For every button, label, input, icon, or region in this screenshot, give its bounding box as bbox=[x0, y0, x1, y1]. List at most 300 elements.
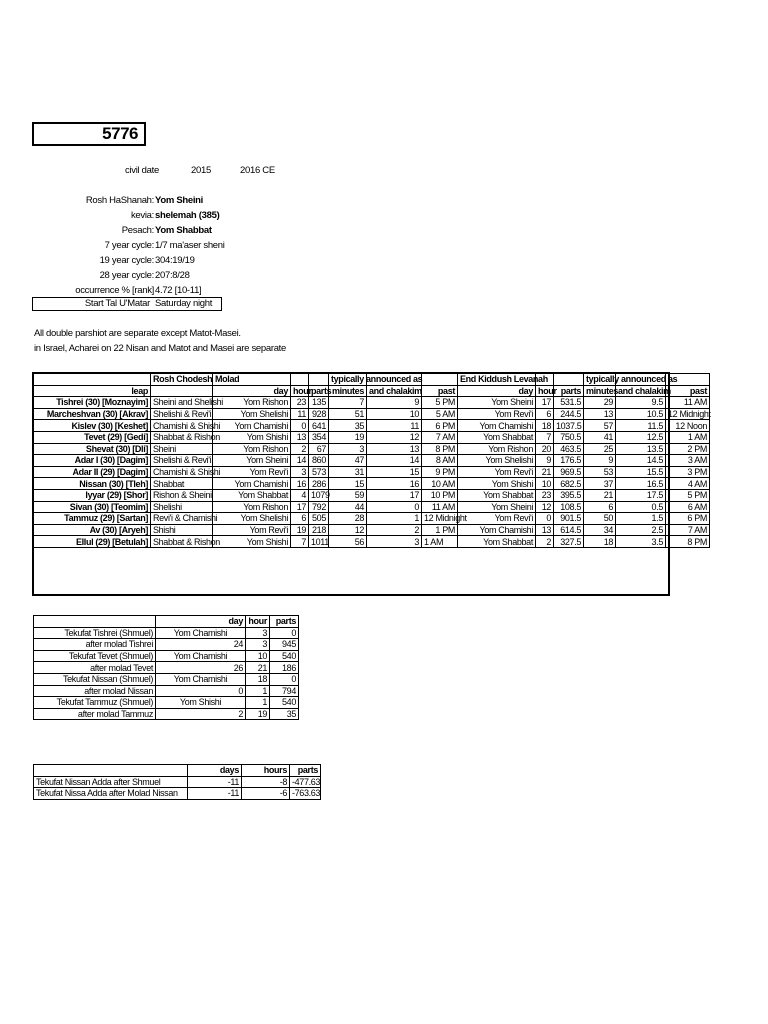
info-label: 19 year cycle: bbox=[99, 255, 154, 266]
info-row bbox=[32, 195, 252, 210]
month-name: Adar II (29) [Dagim] bbox=[34, 466, 151, 478]
month-cell: 16 bbox=[367, 478, 422, 490]
tekufah-cell: 2 bbox=[156, 708, 246, 720]
month-cell: 17 bbox=[291, 501, 309, 513]
column-header bbox=[34, 616, 156, 628]
tekufah-cell: 0 bbox=[270, 673, 299, 685]
month-name: Nissan (30) [Tleh] bbox=[34, 478, 151, 490]
month-cell: 7 AM bbox=[422, 431, 458, 443]
month-cell: 11 AM bbox=[666, 397, 710, 409]
month-row bbox=[34, 466, 710, 478]
month-cell: Yom Revi'i bbox=[458, 466, 536, 478]
column-header: and chalakim bbox=[367, 385, 422, 397]
month-cell: 16.5 bbox=[616, 478, 666, 490]
tekufah-label: Tekufat Nissan (Shmuel) bbox=[34, 673, 156, 685]
month-cell: 1 PM bbox=[422, 524, 458, 536]
month-cell: Revi'i & Chamishi bbox=[151, 513, 213, 525]
months-header-row-2 bbox=[34, 385, 710, 397]
month-cell: 969.5 bbox=[554, 466, 584, 478]
note-2: in Israel, Acharei on 22 Nisan and Matot and Masei are separate bbox=[34, 343, 287, 354]
info-row bbox=[32, 210, 252, 225]
column-header: past bbox=[422, 385, 458, 397]
month-cell: 47 bbox=[329, 455, 367, 467]
month-cell: 573 bbox=[309, 466, 329, 478]
info-value: Yom Shabbat bbox=[155, 225, 212, 236]
month-row bbox=[34, 431, 710, 443]
month-name: Tammuz (29) [Sartan] bbox=[34, 513, 151, 525]
column-group-header bbox=[309, 374, 329, 386]
month-name: Marcheshvan (30) [Akrav] bbox=[34, 408, 151, 420]
tekufah-cell: 540 bbox=[270, 697, 299, 709]
month-cell: 4 bbox=[291, 489, 309, 501]
month-cell: 53 bbox=[584, 466, 616, 478]
info-row bbox=[32, 225, 252, 240]
month-name: Sivan (30) [Teomim] bbox=[34, 501, 151, 513]
column-header: parts bbox=[290, 765, 321, 777]
month-row bbox=[34, 501, 710, 513]
month-cell: 15 bbox=[329, 478, 367, 490]
tekufah-row bbox=[34, 708, 299, 720]
info-value: 4.72 [10-11] bbox=[155, 285, 202, 296]
month-cell: Yom Revi'i bbox=[458, 513, 536, 525]
tekufah-cell: 1 bbox=[246, 685, 270, 697]
tal-umatar-label: Start Tal U'Matar bbox=[84, 298, 150, 309]
adda-row bbox=[34, 788, 321, 800]
tekufah-cell: 0 bbox=[156, 685, 246, 697]
month-row bbox=[34, 524, 710, 536]
tekufot-table bbox=[33, 615, 299, 720]
tekufah-cell: 186 bbox=[270, 662, 299, 674]
month-cell: 505 bbox=[309, 513, 329, 525]
month-cell: Yom Shishi bbox=[213, 536, 291, 548]
month-cell: Yom Rishon bbox=[458, 443, 536, 455]
tekufah-row bbox=[34, 639, 299, 651]
tekufah-cell: 1 bbox=[246, 697, 270, 709]
adda-cell: -8 bbox=[242, 776, 290, 788]
month-cell: 19 bbox=[291, 524, 309, 536]
month-cell: 10 bbox=[367, 408, 422, 420]
month-cell: 6 bbox=[584, 501, 616, 513]
month-cell: 21 bbox=[584, 489, 616, 501]
month-name: Tevet (29) [Gedi] bbox=[34, 431, 151, 443]
adda-row bbox=[34, 776, 321, 788]
column-header: past bbox=[666, 385, 710, 397]
column-header: day bbox=[213, 385, 291, 397]
month-cell: Chamishi & Shishi bbox=[151, 420, 213, 432]
column-header: minutes bbox=[584, 385, 616, 397]
month-cell: Yom Shabbat bbox=[458, 431, 536, 443]
month-cell: 2 bbox=[367, 524, 422, 536]
month-cell: Yom Shabbat bbox=[458, 489, 536, 501]
column-group-header: End Kiddush Levanah bbox=[458, 374, 536, 386]
month-cell: 59 bbox=[329, 489, 367, 501]
month-cell: Yom Chamishi bbox=[458, 420, 536, 432]
month-cell: 218 bbox=[309, 524, 329, 536]
month-row bbox=[34, 443, 710, 455]
tal-umatar-box bbox=[32, 297, 222, 311]
month-cell: 0.5 bbox=[616, 501, 666, 513]
info-row bbox=[32, 255, 252, 270]
tekufah-cell: 19 bbox=[246, 708, 270, 720]
tekufah-row bbox=[34, 662, 299, 674]
month-cell: 176.5 bbox=[554, 455, 584, 467]
month-cell: 0 bbox=[291, 420, 309, 432]
column-group-header: Molad bbox=[213, 374, 291, 386]
info-row bbox=[32, 270, 252, 285]
month-cell: Sheini and Shelishi bbox=[151, 397, 213, 409]
month-cell: 7 bbox=[291, 536, 309, 548]
month-cell: 12.5 bbox=[616, 431, 666, 443]
month-cell: Yom Shabbat bbox=[213, 489, 291, 501]
tekufah-cell: 945 bbox=[270, 639, 299, 651]
month-cell: 3 bbox=[367, 536, 422, 548]
month-cell: 6 bbox=[536, 408, 554, 420]
month-cell: 11 bbox=[367, 420, 422, 432]
month-name: Adar I (30) [Dagim] bbox=[34, 455, 151, 467]
year-box bbox=[32, 122, 146, 146]
column-group-header: typically announced as bbox=[329, 374, 367, 386]
month-cell: Rishon & Sheini bbox=[151, 489, 213, 501]
month-cell: 13 bbox=[291, 431, 309, 443]
month-cell: Chamishi & Shishi bbox=[151, 466, 213, 478]
tekufah-label: after molad Tevet bbox=[34, 662, 156, 674]
month-cell: 12 Midnight bbox=[666, 408, 710, 420]
month-cell: 244.5 bbox=[554, 408, 584, 420]
month-cell: Yom Shabbat bbox=[458, 536, 536, 548]
month-cell: 531.5 bbox=[554, 397, 584, 409]
info-value: 207:8/28 bbox=[155, 270, 190, 281]
month-cell: 3 bbox=[291, 466, 309, 478]
month-cell: 3 AM bbox=[666, 455, 710, 467]
tekufot-header-row bbox=[34, 616, 299, 628]
month-row bbox=[34, 397, 710, 409]
tekufah-cell: 35 bbox=[270, 708, 299, 720]
month-cell: 1011 bbox=[309, 536, 329, 548]
month-cell: 2 bbox=[536, 536, 554, 548]
month-cell: 9 bbox=[536, 455, 554, 467]
month-cell: 18 bbox=[536, 420, 554, 432]
month-cell: Yom Chamishi bbox=[213, 478, 291, 490]
column-group-header bbox=[422, 374, 458, 386]
month-cell: Yom Revi'i bbox=[213, 524, 291, 536]
month-cell: 23 bbox=[536, 489, 554, 501]
month-cell: 14 bbox=[291, 455, 309, 467]
info-label: occurrence % [rank] bbox=[75, 285, 154, 296]
info-label: 7 year cycle: bbox=[104, 240, 154, 251]
month-cell: 6 PM bbox=[666, 513, 710, 525]
adda-cell: -763.63 bbox=[290, 788, 321, 800]
month-row bbox=[34, 420, 710, 432]
info-value: shelemah (385) bbox=[155, 210, 220, 221]
month-cell: 135 bbox=[309, 397, 329, 409]
month-cell: 901.5 bbox=[554, 513, 584, 525]
month-cell: 17.5 bbox=[616, 489, 666, 501]
adda-table bbox=[33, 764, 321, 800]
month-cell: 12 bbox=[536, 501, 554, 513]
month-cell: 7 bbox=[536, 431, 554, 443]
month-cell: 9 bbox=[367, 397, 422, 409]
month-cell: Yom Rishon bbox=[213, 443, 291, 455]
month-cell: 3 bbox=[329, 443, 367, 455]
month-cell: 750.5 bbox=[554, 431, 584, 443]
month-cell: 44 bbox=[329, 501, 367, 513]
month-cell: 1 bbox=[367, 513, 422, 525]
month-cell: 3.5 bbox=[616, 536, 666, 548]
column-header: hour bbox=[536, 385, 554, 397]
column-header: minutes bbox=[329, 385, 367, 397]
column-group-header bbox=[291, 374, 309, 386]
month-cell: 614.5 bbox=[554, 524, 584, 536]
tekufah-cell: 540 bbox=[270, 650, 299, 662]
month-cell: 9 bbox=[584, 455, 616, 467]
month-cell: 354 bbox=[309, 431, 329, 443]
tekufah-label: after molad Nissan bbox=[34, 685, 156, 697]
adda-cell: -477.63 bbox=[290, 776, 321, 788]
tekufah-label: Tekufat Tishrei (Shmuel) bbox=[34, 627, 156, 639]
month-cell: 11 bbox=[291, 408, 309, 420]
month-cell: Yom Chamishi bbox=[213, 420, 291, 432]
month-cell: 17 bbox=[536, 397, 554, 409]
month-cell: 7 bbox=[329, 397, 367, 409]
info-value: Yom Sheini bbox=[155, 195, 204, 206]
month-cell: 56 bbox=[329, 536, 367, 548]
month-cell: 5 PM bbox=[422, 397, 458, 409]
tekufah-cell: Yom Chamishi bbox=[156, 627, 246, 639]
tekufah-cell: 3 bbox=[246, 627, 270, 639]
month-cell: 23 bbox=[291, 397, 309, 409]
month-cell: 1037.5 bbox=[554, 420, 584, 432]
month-cell: 12 bbox=[367, 431, 422, 443]
month-cell: 928 bbox=[309, 408, 329, 420]
month-cell: 108.5 bbox=[554, 501, 584, 513]
month-cell: 11.5 bbox=[616, 420, 666, 432]
tekufah-cell: 18 bbox=[246, 673, 270, 685]
month-cell: 10 AM bbox=[422, 478, 458, 490]
month-cell: 41 bbox=[584, 431, 616, 443]
month-cell: 10 bbox=[536, 478, 554, 490]
month-row bbox=[34, 489, 710, 501]
month-cell: Yom Chamishi bbox=[458, 524, 536, 536]
tekufah-cell: 794 bbox=[270, 685, 299, 697]
month-cell: 10 PM bbox=[422, 489, 458, 501]
month-row bbox=[34, 478, 710, 490]
month-cell: Shabbat & Rishon bbox=[151, 536, 213, 548]
month-cell: 13.5 bbox=[616, 443, 666, 455]
tekufah-cell: 10 bbox=[246, 650, 270, 662]
month-cell: 29 bbox=[584, 397, 616, 409]
month-cell: 3 PM bbox=[666, 466, 710, 478]
month-cell: 12 bbox=[329, 524, 367, 536]
tekufah-label: Tekufat Tevet (Shmuel) bbox=[34, 650, 156, 662]
month-cell: Sheini bbox=[151, 443, 213, 455]
tekufah-cell: 26 bbox=[156, 662, 246, 674]
month-cell: 51 bbox=[329, 408, 367, 420]
month-cell: 67 bbox=[309, 443, 329, 455]
month-cell: 1079 bbox=[309, 489, 329, 501]
month-cell: Yom Rishon bbox=[213, 501, 291, 513]
month-name: Shevat (30) [Dli] bbox=[34, 443, 151, 455]
month-cell: 6 PM bbox=[422, 420, 458, 432]
info-block bbox=[32, 195, 252, 300]
month-cell: 682.5 bbox=[554, 478, 584, 490]
month-cell: 14.5 bbox=[616, 455, 666, 467]
month-cell: 35 bbox=[329, 420, 367, 432]
month-name: Av (30) [Aryeh] bbox=[34, 524, 151, 536]
month-cell: 792 bbox=[309, 501, 329, 513]
column-header: hour bbox=[246, 616, 270, 628]
month-name: Kislev (30) [Keshet] bbox=[34, 420, 151, 432]
month-cell: 1.5 bbox=[616, 513, 666, 525]
months-header-row-1 bbox=[34, 374, 710, 386]
month-cell: 395.5 bbox=[554, 489, 584, 501]
column-header: day bbox=[156, 616, 246, 628]
month-cell: 11 AM bbox=[422, 501, 458, 513]
month-cell: 2 bbox=[291, 443, 309, 455]
month-cell: Yom Sheini bbox=[213, 455, 291, 467]
month-cell: 6 bbox=[291, 513, 309, 525]
column-header: day bbox=[458, 385, 536, 397]
tekufah-cell: 21 bbox=[246, 662, 270, 674]
civil-year-2: 2016 CE bbox=[240, 165, 275, 176]
month-cell: 18 bbox=[584, 536, 616, 548]
month-cell: 13 bbox=[536, 524, 554, 536]
month-cell: Yom Shelishi bbox=[213, 408, 291, 420]
tekufah-cell: 3 bbox=[246, 639, 270, 651]
column-header: days bbox=[188, 765, 242, 777]
tekufah-cell: Yom Shishi bbox=[156, 697, 246, 709]
month-cell: 21 bbox=[536, 466, 554, 478]
month-cell: 327.5 bbox=[554, 536, 584, 548]
tekufah-label: Tekufat Tammuz (Shmuel) bbox=[34, 697, 156, 709]
tekufah-cell: 0 bbox=[270, 627, 299, 639]
month-cell: Shishi bbox=[151, 524, 213, 536]
month-cell: 20 bbox=[536, 443, 554, 455]
month-cell: 15 bbox=[367, 466, 422, 478]
adda-cell: -11 bbox=[188, 788, 242, 800]
month-cell: 6 AM bbox=[666, 501, 710, 513]
month-cell: Yom Shishi bbox=[213, 431, 291, 443]
month-cell: 5 PM bbox=[666, 489, 710, 501]
month-cell: 9.5 bbox=[616, 397, 666, 409]
month-cell: 8 PM bbox=[422, 443, 458, 455]
column-header: leap bbox=[34, 385, 151, 397]
month-cell: 860 bbox=[309, 455, 329, 467]
tekufah-row bbox=[34, 627, 299, 639]
year-value: 5776 bbox=[102, 124, 138, 143]
month-cell: 15.5 bbox=[616, 466, 666, 478]
month-cell: 5 AM bbox=[422, 408, 458, 420]
month-cell: 1 AM bbox=[422, 536, 458, 548]
column-header: and chalakim bbox=[616, 385, 666, 397]
tekufah-label: after molad Tishrei bbox=[34, 639, 156, 651]
adda-header-row bbox=[34, 765, 321, 777]
info-value: 1/7 ma'aser sheni bbox=[155, 240, 225, 251]
civil-year-1: 2015 bbox=[191, 165, 211, 176]
month-cell: 12 Midnight bbox=[422, 513, 458, 525]
month-row bbox=[34, 408, 710, 420]
month-cell: 37 bbox=[584, 478, 616, 490]
month-cell: Yom Sheini bbox=[458, 397, 536, 409]
month-cell: Yom Revi'i bbox=[213, 466, 291, 478]
month-cell: 17 bbox=[367, 489, 422, 501]
month-cell: 2 PM bbox=[666, 443, 710, 455]
tekufah-cell: 24 bbox=[156, 639, 246, 651]
column-group-header: typically announced as bbox=[584, 374, 616, 386]
info-row bbox=[32, 240, 252, 255]
month-cell: 12 Noon bbox=[666, 420, 710, 432]
month-cell: Yom Shelishi bbox=[213, 513, 291, 525]
month-cell: 10.5 bbox=[616, 408, 666, 420]
month-cell: Shelishi bbox=[151, 501, 213, 513]
month-cell: 28 bbox=[329, 513, 367, 525]
adda-label: Tekufat Nissan Adda after Shmuel bbox=[34, 776, 188, 788]
month-cell: Yom Shishi bbox=[458, 478, 536, 490]
month-cell: 463.5 bbox=[554, 443, 584, 455]
adda-cell: -6 bbox=[242, 788, 290, 800]
adda-label: Tekufat Nissa Adda after Molad Nissan bbox=[34, 788, 188, 800]
info-label: Rosh HaShanah: bbox=[85, 195, 154, 206]
column-group-header: Rosh Chodesh bbox=[151, 374, 213, 386]
months-table bbox=[33, 373, 710, 548]
month-cell: Yom Rishon bbox=[213, 397, 291, 409]
month-cell: 641 bbox=[309, 420, 329, 432]
column-group-header bbox=[34, 374, 151, 386]
column-header: hours bbox=[242, 765, 290, 777]
month-cell: Shelishi & Revi'i bbox=[151, 408, 213, 420]
month-cell: Shabbat bbox=[151, 478, 213, 490]
column-header bbox=[151, 385, 213, 397]
month-cell: 7 AM bbox=[666, 524, 710, 536]
month-cell: 9 PM bbox=[422, 466, 458, 478]
column-header: hour bbox=[291, 385, 309, 397]
civil-date-label: civil date bbox=[125, 165, 159, 176]
month-row bbox=[34, 513, 710, 525]
month-cell: 16 bbox=[291, 478, 309, 490]
month-row bbox=[34, 536, 710, 548]
info-label: 28 year cycle: bbox=[99, 270, 154, 281]
adda-cell: -11 bbox=[188, 776, 242, 788]
tekufah-cell: Yom Chamishi bbox=[156, 673, 246, 685]
tal-umatar-value: Saturday night bbox=[155, 298, 213, 309]
month-cell: Shabbat & Rishon bbox=[151, 431, 213, 443]
month-cell: Yom Sheini bbox=[458, 501, 536, 513]
month-cell: 57 bbox=[584, 420, 616, 432]
month-cell: 8 AM bbox=[422, 455, 458, 467]
month-cell: 25 bbox=[584, 443, 616, 455]
month-cell: 50 bbox=[584, 513, 616, 525]
month-cell: 1 AM bbox=[666, 431, 710, 443]
info-label: Pesach: bbox=[121, 225, 154, 236]
month-name: Tishrei (30) [Moznayim] bbox=[34, 397, 151, 409]
column-group-header bbox=[554, 374, 584, 386]
tekufah-row bbox=[34, 673, 299, 685]
month-name: Iyyar (29) [Shor] bbox=[34, 489, 151, 501]
tekufah-row bbox=[34, 650, 299, 662]
tekufah-row bbox=[34, 685, 299, 697]
info-label: kevia: bbox=[130, 210, 154, 221]
month-cell: Yom Shelishi bbox=[458, 455, 536, 467]
info-value: 304:19/19 bbox=[155, 255, 195, 266]
month-cell: 4 AM bbox=[666, 478, 710, 490]
month-cell: Yom Revi'i bbox=[458, 408, 536, 420]
column-header bbox=[34, 765, 188, 777]
month-cell: 13 bbox=[584, 408, 616, 420]
month-cell: 14 bbox=[367, 455, 422, 467]
month-row bbox=[34, 455, 710, 467]
month-name: Ellul (29) [Betulah] bbox=[34, 536, 151, 548]
month-cell: 13 bbox=[367, 443, 422, 455]
tekufah-row bbox=[34, 697, 299, 709]
